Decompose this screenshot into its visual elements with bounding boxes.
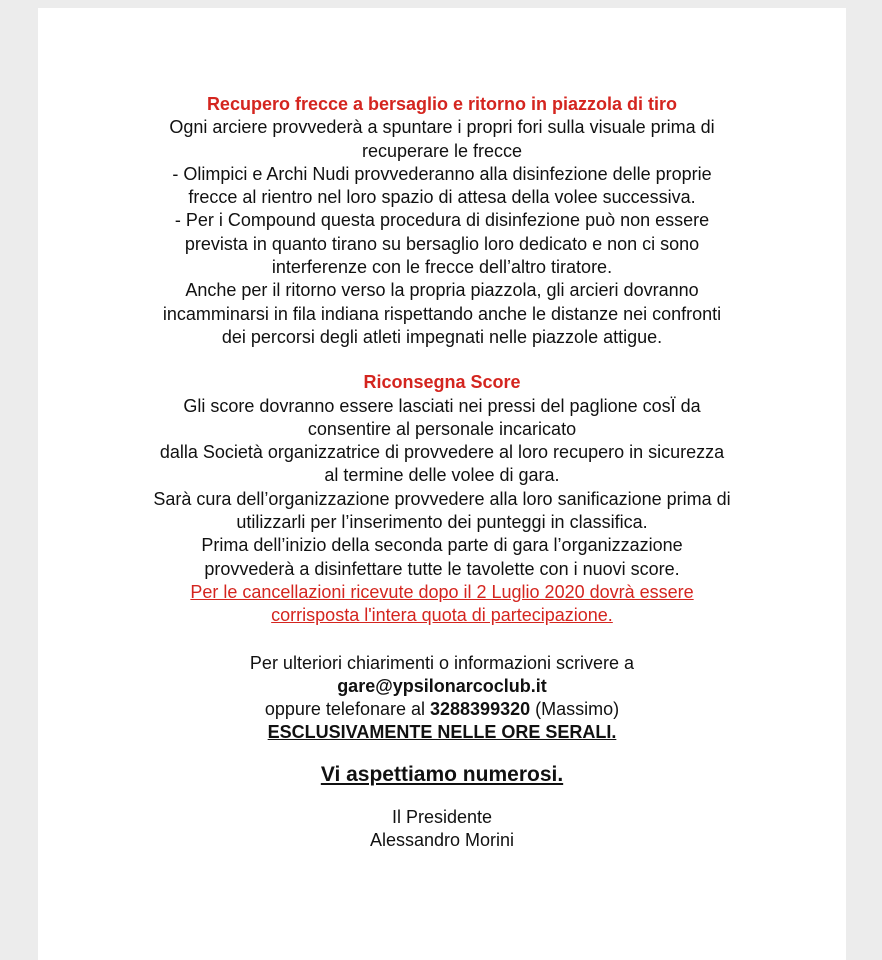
paragraph-line: provvederà a disinfettare tutte le tavolette con i nuovi score. bbox=[204, 558, 680, 579]
document-content bbox=[38, 93, 846, 853]
signature-name: Alessandro Morini bbox=[369, 830, 515, 851]
phone-number[interactable]: 3288399320 bbox=[430, 699, 531, 720]
paragraph-line: Sarà cura dell’organizzazione provvedere alla loro sanificazione prima di bbox=[153, 488, 731, 509]
paragraph-line: interferenze con le frecce dell’altro tiratore. bbox=[271, 257, 613, 278]
paragraph-line: consentire al personale incaricato bbox=[307, 418, 577, 439]
spacer bbox=[38, 745, 846, 763]
cancellation-notice: Per le cancellazioni ricevute dopo il 2 Luglio 2020 dovrà essere bbox=[190, 581, 694, 602]
paragraph-line: frecce al rientro nel loro spazio di attesa della volee successiva. bbox=[188, 187, 696, 208]
contact-block bbox=[38, 652, 846, 745]
contact-intro: Per ulteriori chiarimenti o informazioni scrivere a bbox=[249, 652, 635, 673]
section-heading: Recupero frecce a bersaglio e ritorno in piazzola di tiro bbox=[206, 94, 678, 114]
paragraph-line: recuperare le frecce bbox=[361, 140, 523, 161]
signature-block bbox=[38, 806, 846, 853]
contact-hours-notice: ESCLUSIVAMENTE NELLE ORE SERALI. bbox=[267, 722, 617, 743]
paragraph-line: dalla Società organizzatrice di provvedere al loro recupero in sicurezza bbox=[159, 442, 725, 463]
paragraph-line: Ogni arciere provvederà a spuntare i propri fori sulla visuale prima di bbox=[169, 117, 715, 138]
cancellation-notice: corrisposta l'intera quota di partecipazione. bbox=[271, 605, 613, 626]
phone-prefix: oppure telefonare al bbox=[264, 699, 430, 720]
paragraph-line: dei percorsi degli atleti impegnati nelle piazzole attigue. bbox=[221, 326, 663, 347]
section-heading: Riconsegna Score bbox=[363, 372, 521, 393]
paragraph-line: prevista in quanto tirano su bersaglio loro dedicato e non ci sono bbox=[184, 233, 700, 254]
paragraph-line: - Olimpici e Archi Nudi provvederanno alla disinfezione delle proprie bbox=[172, 163, 712, 184]
contact-email-link[interactable]: gare@ypsilonarcoclub.it bbox=[337, 675, 547, 696]
paragraph-line: utilizzarli per l’inserimento dei punteggi in classifica. bbox=[236, 512, 648, 533]
closing-message: Vi aspettiamo numerosi. bbox=[320, 762, 564, 786]
paragraph-line: - Per i Compound questa procedura di disinfezione può non essere bbox=[174, 210, 710, 231]
document-page bbox=[38, 8, 846, 960]
signature-role: Il Presidente bbox=[391, 807, 493, 828]
paragraph-line: Anche per il ritorno verso la propria piazzola, gli arcieri dovranno bbox=[185, 280, 699, 301]
section-riconsegna-score bbox=[38, 371, 846, 627]
paragraph-line: Gli score dovranno essere lasciati nei pressi del paglione cosÏ da bbox=[183, 395, 701, 416]
section-recupero-frecce bbox=[38, 93, 846, 349]
contact-phone-line bbox=[38, 698, 846, 721]
paragraph-line: al termine delle volee di gara. bbox=[324, 465, 560, 486]
paragraph-line: incamminarsi in fila indiana rispettando anche le distanze nei confronti bbox=[162, 303, 722, 324]
phone-suffix: (Massimo) bbox=[530, 699, 620, 720]
paragraph-line: Prima dell’inizio della seconda parte di gara l’organizzazione bbox=[201, 535, 683, 556]
spacer bbox=[38, 628, 846, 652]
spacer bbox=[38, 786, 846, 806]
spacer bbox=[38, 349, 846, 371]
